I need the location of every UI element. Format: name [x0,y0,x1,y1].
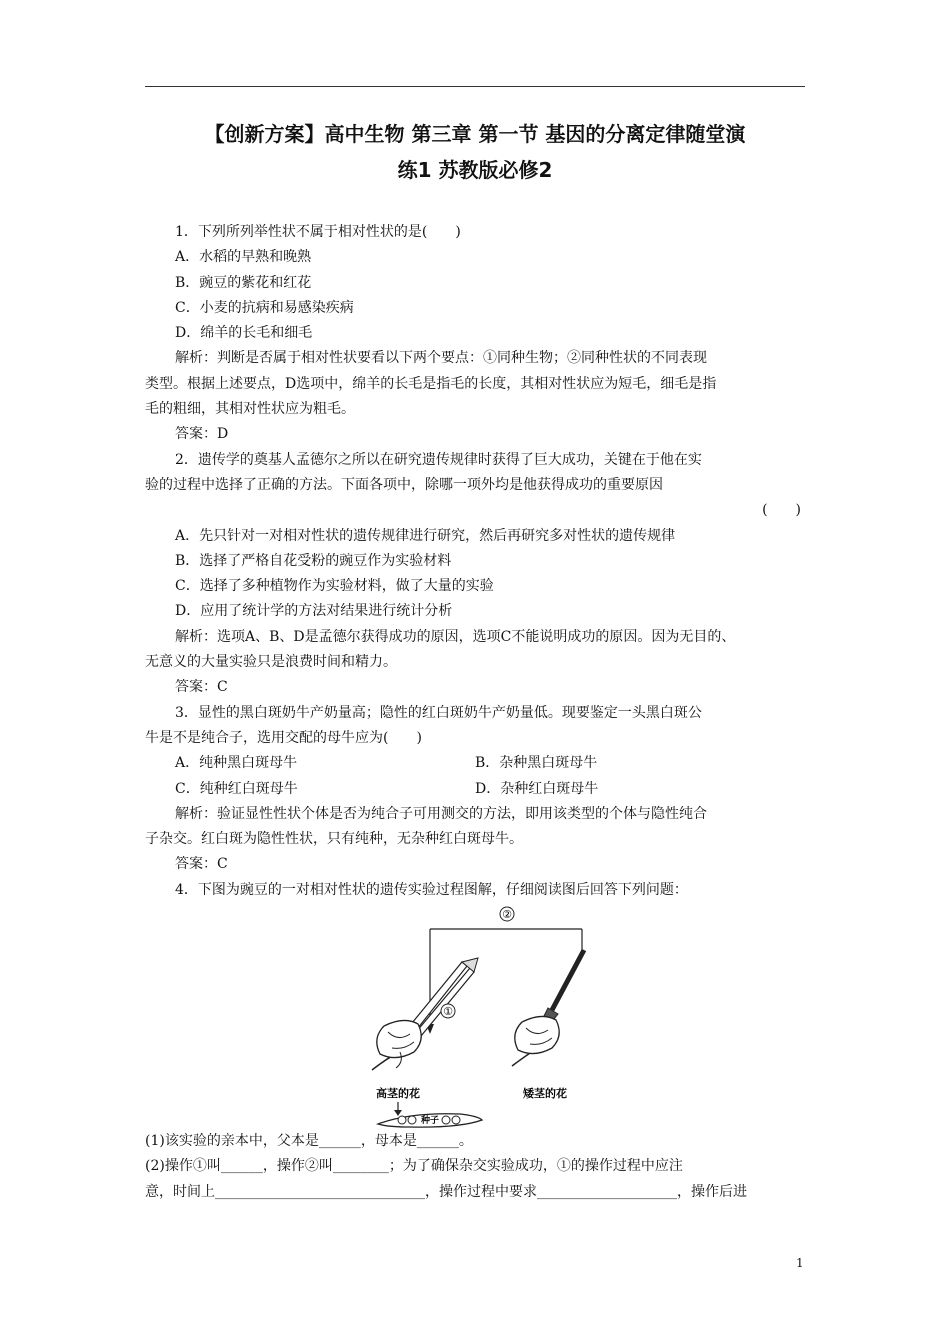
q2-answer-paren: ( ) [762,502,801,519]
q3-options-row-2 [145,777,805,802]
q3-stem-2: 牛是不是纯合子，选用交配的母牛应为( ) [145,729,422,746]
q2-analysis-2: 无意义的大量实验只是浪费时间和精力。 [145,654,397,671]
q4-sub2-line2: 意，时间上______________________________，操作过程中要求____________________，操作后进 [145,1183,747,1200]
q4-sub1: (1)该实验的亲本中，父本是______，母本是______。 [145,1133,473,1150]
q2-stem-2: 验的过程中选择了正确的方法。下面各项中，除哪一项外均是他获得成功的重要原因 [145,476,663,493]
document-body [145,220,805,1205]
q4-stem: 4．下图为豌豆的一对相对性状的遗传实验过程图解，仔细阅读图后回答下列问题： [175,881,688,898]
q2-option-c: C．选择了多种植物作为实验材料，做了大量的实验 [175,578,494,595]
q1-answer: 答案：D [175,426,229,443]
doc-title-line2: 练1 苏教版必修2 [397,158,553,182]
tall-stem-flower [372,1020,421,1070]
tall-flower-label: 高茎的花 [376,1087,420,1101]
q1-option-c: C．小麦的抗病和易感染疾病 [175,299,354,316]
q1-analysis-1: 解析：判断是否属于相对性状要看以下两个要点：①同种生物；②同种性状的不同表现 [175,350,707,367]
pea-cross-diagram [370,906,590,1128]
seed-arrowhead [394,1110,402,1116]
seed-label: 种子 [420,1116,440,1127]
pea-cross-figure [145,903,805,1129]
q2-stem-1: 2．遗传学的奠基人孟德尔之所以在研究遗传规律时获得了巨大成功，关键在于他在实 [175,451,702,468]
q2-option-d: D．应用了统计学的方法对结果进行统计分析 [175,603,453,620]
op1-label: ① [443,1005,453,1019]
q3-analysis-2: 子杂交。红白斑为隐性性状，只有纯种，无杂种红白斑母牛。 [145,831,523,848]
q3-option-d: D．杂种红白斑母牛 [475,780,599,797]
op2-label: ② [502,908,512,922]
q3-options-row-1 [145,751,805,776]
q1-option-a: A．水稻的早熟和晚熟 [175,249,312,266]
q2-option-a: A．先只针对一对相对性状的遗传规律进行研究，然后再研究多对性状的遗传规律 [175,527,676,544]
q1-option-b: B．豌豆的紫花和红花 [175,274,312,291]
q4-sub2-line1: (2)操作①叫______，操作②叫________；为了确保杂交实验成功，①的操作过程中应注 [145,1158,683,1175]
q3-answer: 答案：C [175,856,228,873]
q1-option-d: D．绵羊的长毛和细毛 [175,325,313,342]
brush-handle [552,950,584,1010]
q1-analysis-3: 毛的粗细，其相对性状应为粗毛。 [145,401,355,418]
q2-option-b: B．选择了严格自花受粉的豌豆作为实验材料 [175,552,452,569]
q2-analysis-1: 解析：选项A、B、D是孟德尔获得成功的原因，选项C不能说明成功的原因。因为无目的、 [175,628,736,645]
q3-stem-1: 3．显性的黑白斑奶牛产奶量高；隐性的红白斑奶牛产奶量低。现要鉴定一头黑白斑公 [175,704,702,721]
q3-option-b: B．杂种黑白斑母牛 [475,755,598,772]
q1-analysis-2: 类型。根据上述要点，D选项中，绵羊的长毛是指毛的长度，其相对性状应为短毛，细毛是指 [145,375,717,392]
doc-title-line1: 【创新方案】高中生物 第三章 第一节 基因的分离定律随堂演 [204,122,746,146]
q3-analysis-1: 解析：验证显性性状个体是否为纯合子可用测交的方法，即用该类型的个体与隐性纯合 [175,805,707,822]
short-flower-label: 矮茎的花 [523,1087,567,1101]
q3-option-a: A．纯种黑白斑母牛 [175,755,298,772]
q2-answer: 答案：C [175,679,228,696]
page-number: 1 [796,1256,804,1270]
q3-option-c: C．纯种红白斑母牛 [175,780,298,797]
short-stem-flower [512,1016,559,1066]
header-rule [145,86,805,87]
q1-stem: 1．下列所列举性状不属于相对性状的是( ) [175,224,461,240]
